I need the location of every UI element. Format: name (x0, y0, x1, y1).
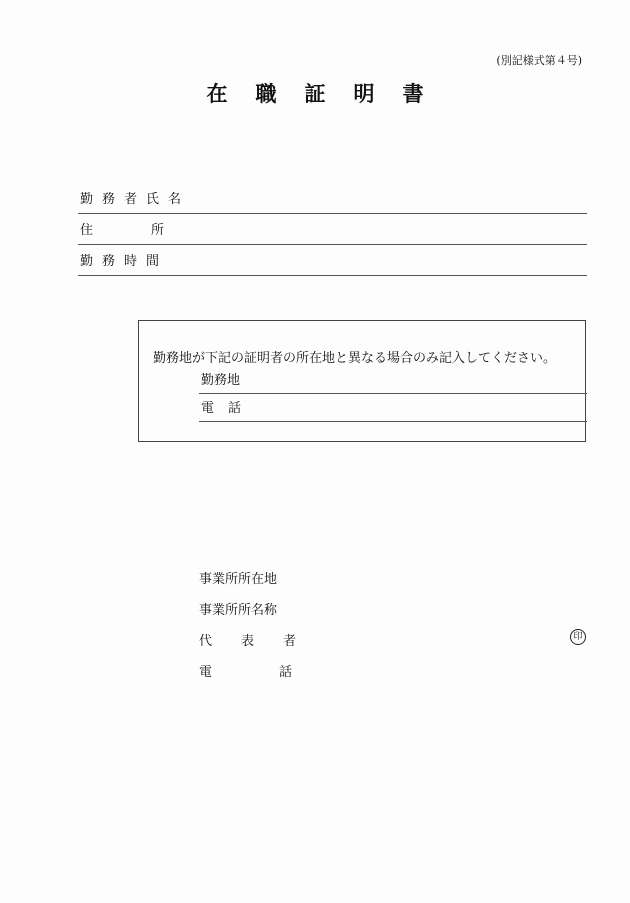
employee-address-field[interactable] (78, 218, 587, 245)
working-hours-label: 勤務時間 (80, 254, 169, 269)
employee-name-label: 勤務者氏名 (80, 192, 191, 207)
representative-label: 代表者 (199, 634, 326, 649)
form-number: (別記様式第４号) (496, 54, 582, 67)
worksite-phone-label: 電話 (201, 401, 256, 416)
worksite-phone-field[interactable] (199, 401, 587, 422)
worksite-location-field[interactable] (199, 373, 587, 394)
employer-name-label: 事業所所名称 (199, 603, 278, 618)
employer-address-label: 事業所所在地 (199, 572, 278, 587)
worksite-location-label: 勤務地 (201, 373, 241, 388)
seal-icon: 印 (570, 629, 586, 645)
employer-phone-label: 電話 (199, 665, 360, 680)
document-title: 在職証明書 (206, 81, 452, 106)
working-hours-field[interactable] (78, 249, 587, 276)
worksite-box (138, 320, 586, 442)
employee-name-field[interactable] (78, 187, 587, 214)
employee-address-label: 住所 (80, 223, 223, 238)
worksite-note: 勤務地が下記の証明者の所在地と異なる場合のみ記入してください。 (153, 351, 557, 366)
